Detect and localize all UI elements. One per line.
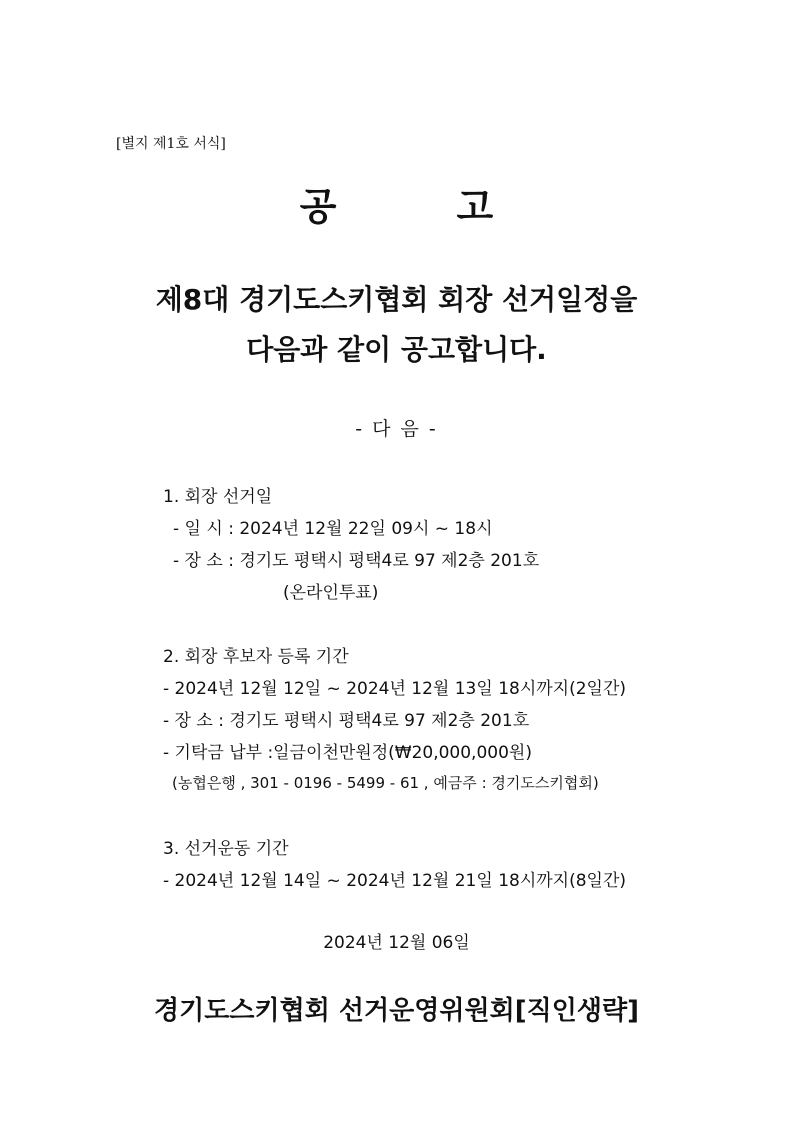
section-1-place-note: (온라인투표) <box>283 583 379 603</box>
announce-date: 2024년 12월 06일 <box>323 933 470 953</box>
section-1-heading: 1. 회장 선거일 <box>163 487 273 507</box>
headline-line-1: 제8대 경기도스키협회 회장 선거일정을 <box>155 283 638 316</box>
section-1-date: - 일 시 : 2024년 12월 22일 09시 ~ 18시 <box>173 519 493 539</box>
page-title <box>0 176 793 231</box>
headline-line-2: 다음과 같이 공고합니다. <box>246 333 547 366</box>
section-1-place: - 장 소 : 경기도 평택시 평택4로 97 제2층 201호 <box>173 551 540 571</box>
title-char-1: 공 <box>299 185 337 229</box>
section-3-period: - 2024년 12월 14일 ~ 2024년 12월 21일 18시까지(8일간) <box>163 871 627 891</box>
daeum-divider: - 다 음 - <box>355 418 438 440</box>
section-2-period: - 2024년 12월 12일 ~ 2024년 12월 13일 18시까지(2일간) <box>163 679 627 699</box>
section-3-heading: 3. 선거운동 기간 <box>163 839 289 859</box>
section-2-place: - 장 소 : 경기도 평택시 평택4로 97 제2층 201호 <box>163 711 530 731</box>
signature: 경기도스키협회 선거운영위원회[직인생략] <box>154 996 639 1026</box>
form-label: [별지 제1호 서식] <box>116 136 226 152</box>
section-2-account: (농협은행 , 301 - 0196 - 5499 - 61 , 예금주 : 경기도스키협회) <box>172 774 599 792</box>
section-2-deposit: - 기탁금 납부 :일금이천만원정(₩20,000,000원) <box>163 743 532 763</box>
title-char-2: 고 <box>456 185 494 229</box>
section-2-heading: 2. 회장 후보자 등록 기간 <box>163 647 349 667</box>
